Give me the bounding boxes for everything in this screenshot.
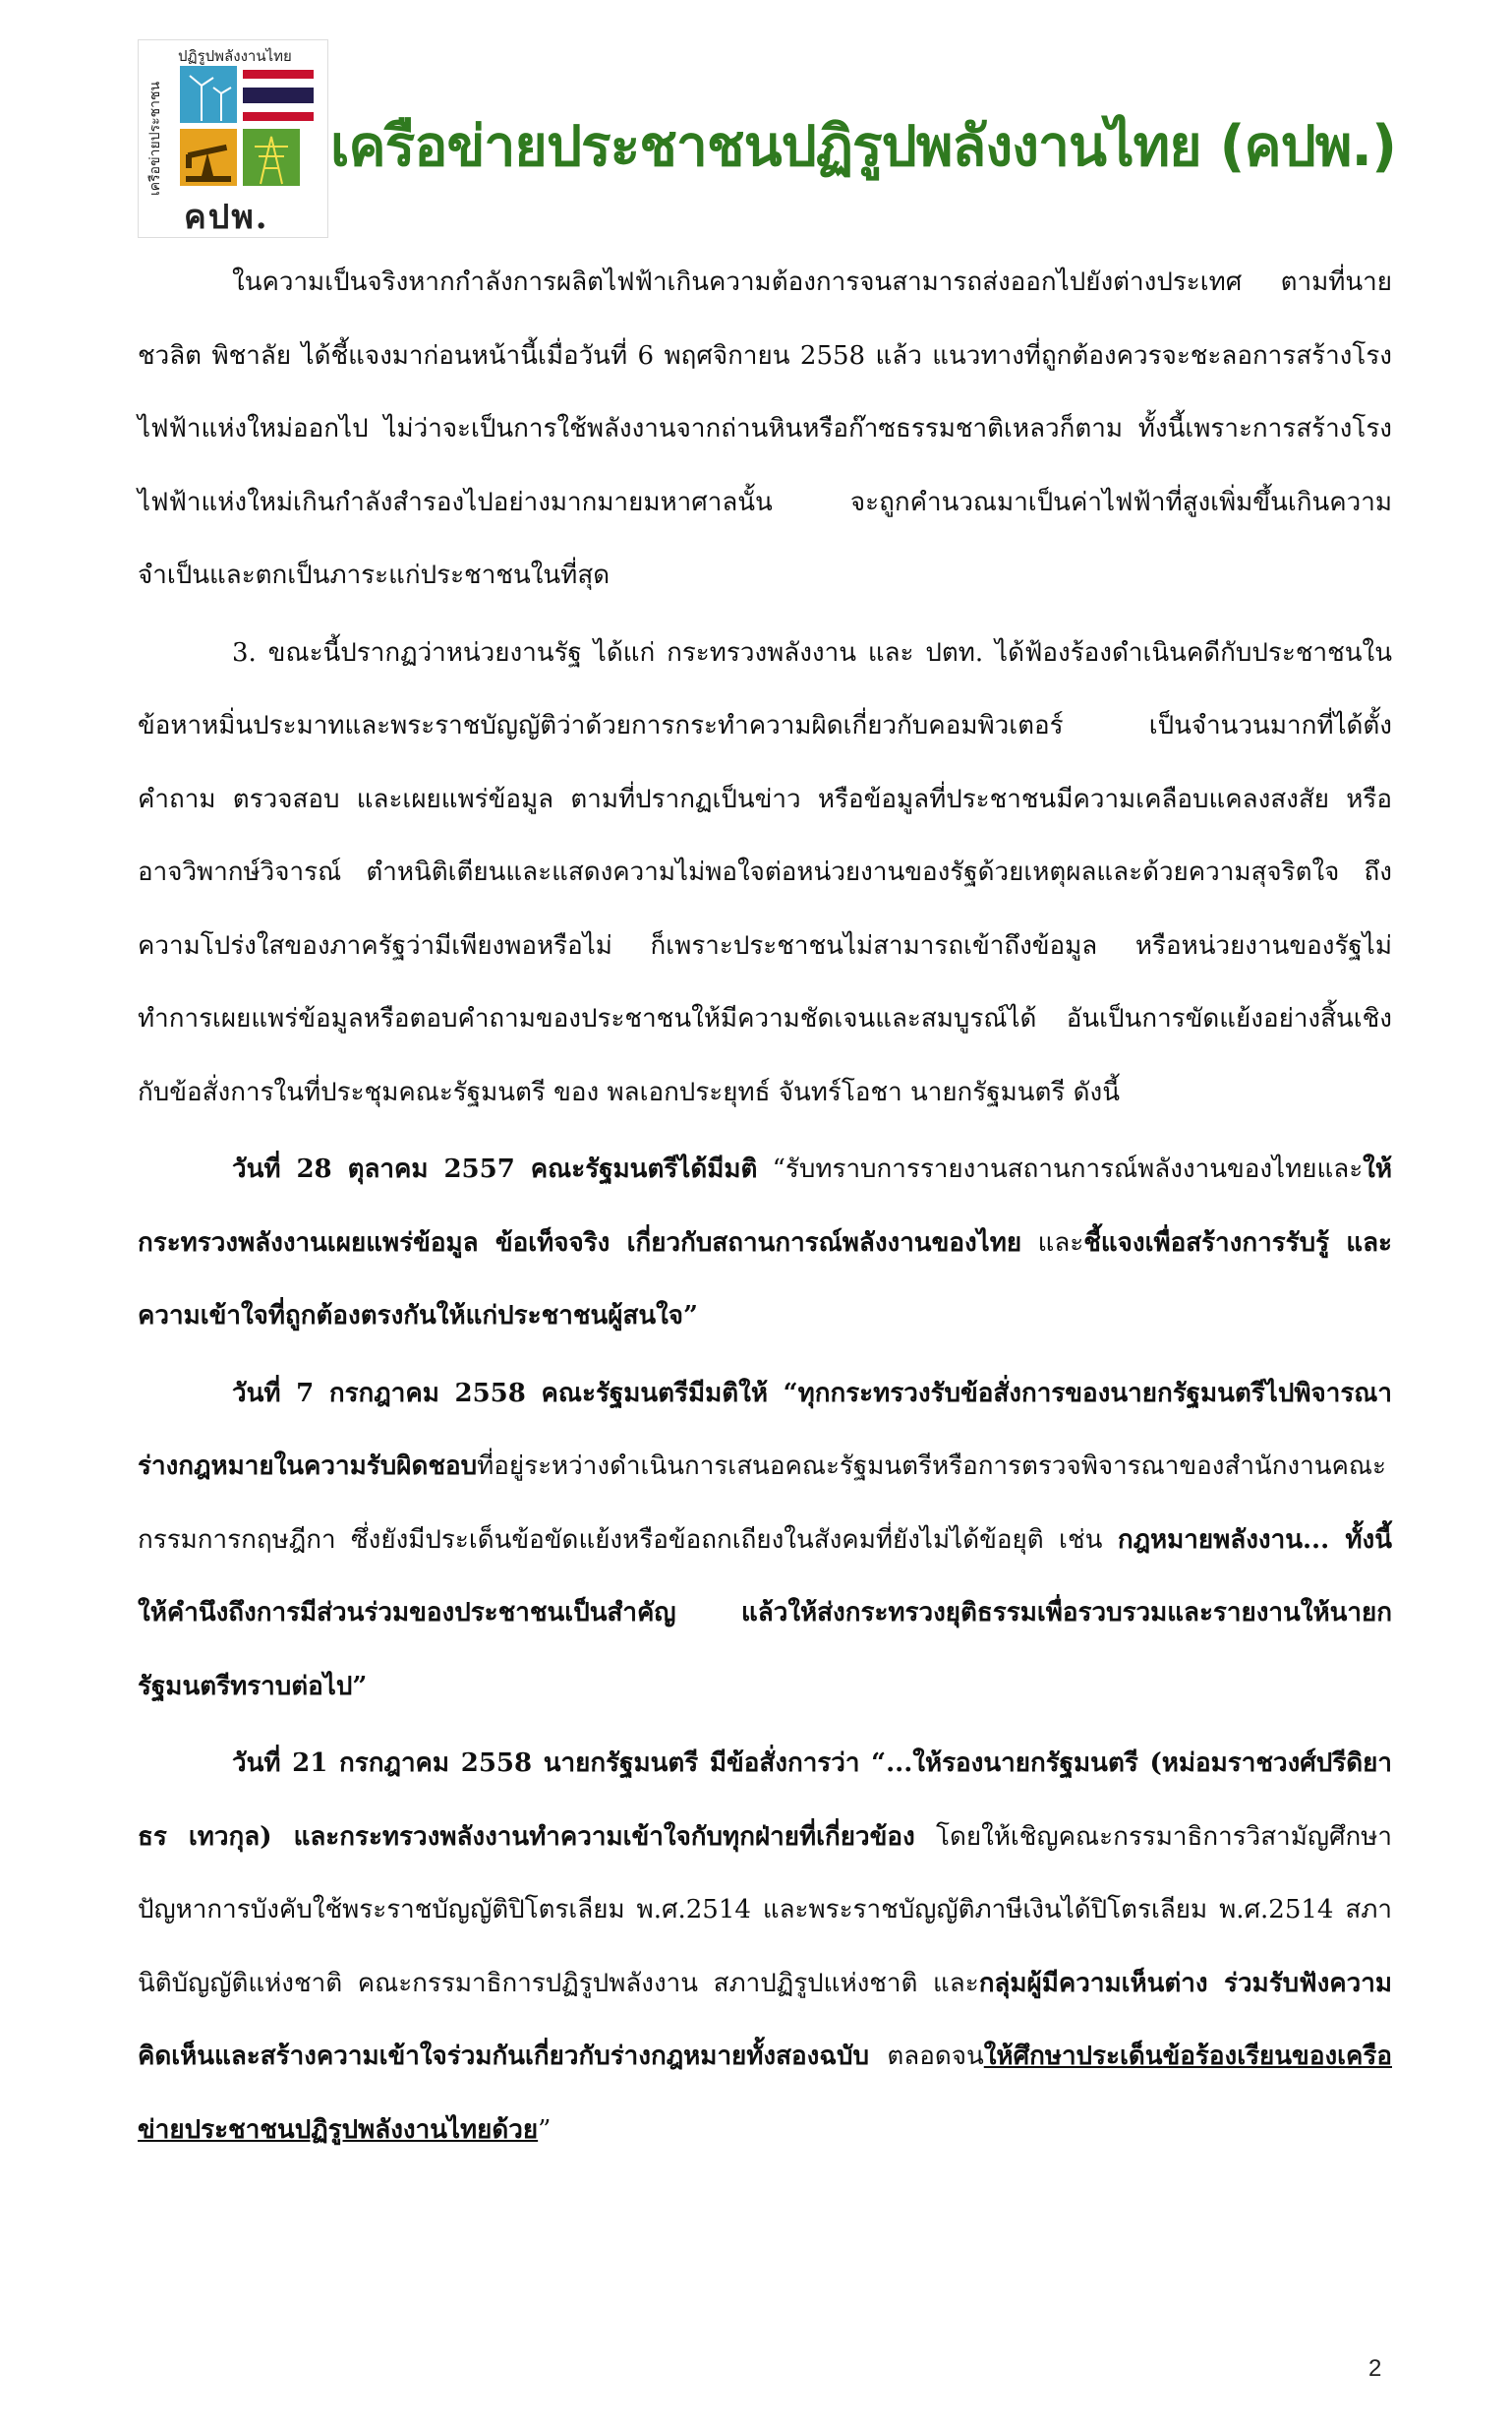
document-body (138, 246, 1392, 2166)
wind-turbine-icon (180, 66, 237, 123)
paragraph-1-text: ในความเป็นจริงหากกำลังการผลิตไฟฟ้าเกินความต้องการจนสามารถส่งออกไปยังต่างประเทศ ตามที่นายชวลิต พิชาลัย ได้ชี้แจงมาก่อนหน้านี้เมื่อวันที่ 6 พฤศจิกายน 2558 แล้ว แนวทางที่ถูกต้องควรจะชะลอการสร้างโรงไฟฟ้าแห่งใหม่ออกไป ไม่ว่าจะเป็นการใช้พลังงานจากถ่านหินหรือก๊าซธรรมชาติเหลวก็ตาม ทั้งนี้เพราะการสร้างโรงไฟฟ้าแห่งใหม่เกินกำลังสำรองไปอย่างมากมายมหาศาลนั้น จะถูกคำนวณมาเป็นค่าไฟฟ้าที่สูงเพิ่มขึ้นเกินความจำเป็นและตกเป็นภาระแก่ประชาชนในที่สุด (138, 267, 1392, 590)
p5-plain-2: ตลอดจน (869, 2042, 984, 2071)
paragraph-4 (138, 1357, 1392, 1724)
paragraph-2-text: 3. ขณะนี้ปรากฏว่าหน่วยงานรัฐ ได้แก่ กระทรวงพลังงาน และ ปตท. ได้ฟ้องร้องดำเนินคดีกับประชาชนในข้อหาหมิ่นประมาทและพระราชบัญญัติว่าด้วยการกระทำความผิดเกี่ยวกับคอมพิวเตอร์ เป็นจำนวนมากที่ได้ตั้งคำถาม ตรวจสอบ และเผยแพร่ข้อมูล ตามที่ปรากฏเป็นข่าว หรือข้อมูลที่ประชาชนมีความเคลือบแคลงสงสัย หรืออาจวิพากษ์วิจารณ์ ตำหนิติเตียนและแสดงความไม่พอใจต่อหน่วยงานของรัฐด้วยเหตุผลและด้วยความสุจริตใจ ถึงความโปร่งใสของภาครัฐว่ามีเพียงพอหรือไม่ ก็เพราะประชาชนไม่สามารถเข้าถึงข้อมูล หรือหน่วยงานของรัฐไม่ทำการเผยแพร่ข้อมูลหรือตอบคำถามของประชาชนให้มีความชัดเจนและสมบูรณ์ได้ อันเป็นการขัดแย้งอย่างสิ้นเชิงกับข้อสั่งการในที่ประชุมคณะรัฐมนตรี ของ พลเอกประยุทธ์ จันทร์โอชา นายกรัฐมนตรี ดังนี้ (138, 637, 1392, 1107)
organization-title: เครือข่ายประชาชนปฏิรูปพลังงานไทย (คปพ.) (330, 114, 1397, 179)
paragraph-2 (138, 617, 1392, 1130)
p4-plain: ที่อยู่ระหว่างดำเนินการเสนอคณะรัฐมนตรีหรือการตรวจพิจารณาของสำนักงานคณะกรรมการกฤษฎีกา ซึ่งยังมีประเด็นข้อขัดแย้งหรือข้อถกเถียงในสังคมที่ยังไม่ได้ข้อยุติ เช่น (138, 1451, 1386, 1555)
organization-logo (138, 39, 328, 238)
p5-end-quote: ” (538, 2114, 552, 2145)
p3-bold-end: ชี้แจงเพื่อสร้างการรับรู้ และความเข้าใจที่ถูกต้องตรงกันให้แก่ประชาชนผู้สนใจ” (138, 1227, 1392, 1331)
logo-top-text: ปฏิรูปพลังงานไทย (178, 47, 292, 65)
p5-plain: โดยให้เชิญคณะกรรมาธิการวิสามัญศึกษาปัญหาการบังคับใช้พระราชบัญญัติปิโตรเลียม พ.ศ.2514 และพระราชบัญญัติภาษีเงินได้ปิโตรเลียม พ.ศ.2514 สภานิติบัญญัติแห่งชาติ คณะกรรมาธิการปฏิรูปพลังงาน สภาปฏิรูปแห่งชาติ และ (138, 1821, 1393, 1998)
p4-bold-end: กฎหมายพลังงาน... ทั้งนี้ให้คำนึงถึงการมีส่วนร่วมของประชาชนเป็นสำคัญ แล้วให้ส่งกระทรวงยุติธรรมเพื่อรวบรวมและรายงานให้นายกรัฐมนตรีทราบต่อไป” (138, 1524, 1392, 1701)
oil-pump-icon (180, 129, 237, 186)
p3-date-heading: วันที่ 28 ตุลาคม 2557 คณะรัฐมนตรีได้มีมติ (232, 1154, 758, 1184)
power-tower-icon (243, 129, 300, 186)
p5-underlined: ให้ศึกษาประเด็นข้อร้องเรียนของเครือข่ายประชาชนปฏิรูปพลังงานไทยด้วย (138, 2042, 1392, 2145)
paragraph-1 (138, 246, 1392, 613)
p3-bold-quote: ให้กระทรวงพลังงานเผยแพร่ข้อมูล ข้อเท็จจริง เกี่ยวกับสถานการณ์พลังงานของไทย (138, 1154, 1393, 1258)
p5-bold-group: กลุ่มผู้มีความเห็นต่าง ร่วมรับฟังความคิดเห็นและสร้างความเข้าใจร่วมกันเกี่ยวกับร่างกฎหมายทั้งสองฉบับ (138, 1968, 1392, 2071)
logo-letters: คปพ. (184, 198, 269, 237)
p3-quote-start: “รับทราบการรายงานสถานการณ์พลังงานของไทยและ (757, 1154, 1364, 1184)
p3-and: และ (1021, 1227, 1084, 1258)
paragraph-5 (138, 1727, 1392, 2166)
p5-bold-start: วันที่ 21 กรกฎาคม 2558 นายกรัฐมนตรี มีข้อสั่งการว่า “...ให้รองนายกรัฐมนตรี (หม่อมราชวงศ์ปรีดิยาธร เทวกุล) และกระทรวงพลังงานทำความเข้าใจกับทุกฝ่ายที่เกี่ยวข้อง (138, 1748, 1392, 1852)
logo-side-text: เครือข่ายประชาชน (147, 81, 163, 196)
thai-flag-icon (243, 66, 300, 123)
paragraph-3 (138, 1133, 1392, 1353)
page-number: 2 (1368, 2355, 1382, 2382)
p4-bold-start: วันที่ 7 กรกฎาคม 2558 คณะรัฐมนตรีมีมติให้ “ทุกกระทรวงรับข้อสั่งการของนายกรัฐมนตรีไปพิจารณาร่างกฎหมายในความรับผิดชอบ (138, 1378, 1392, 1481)
